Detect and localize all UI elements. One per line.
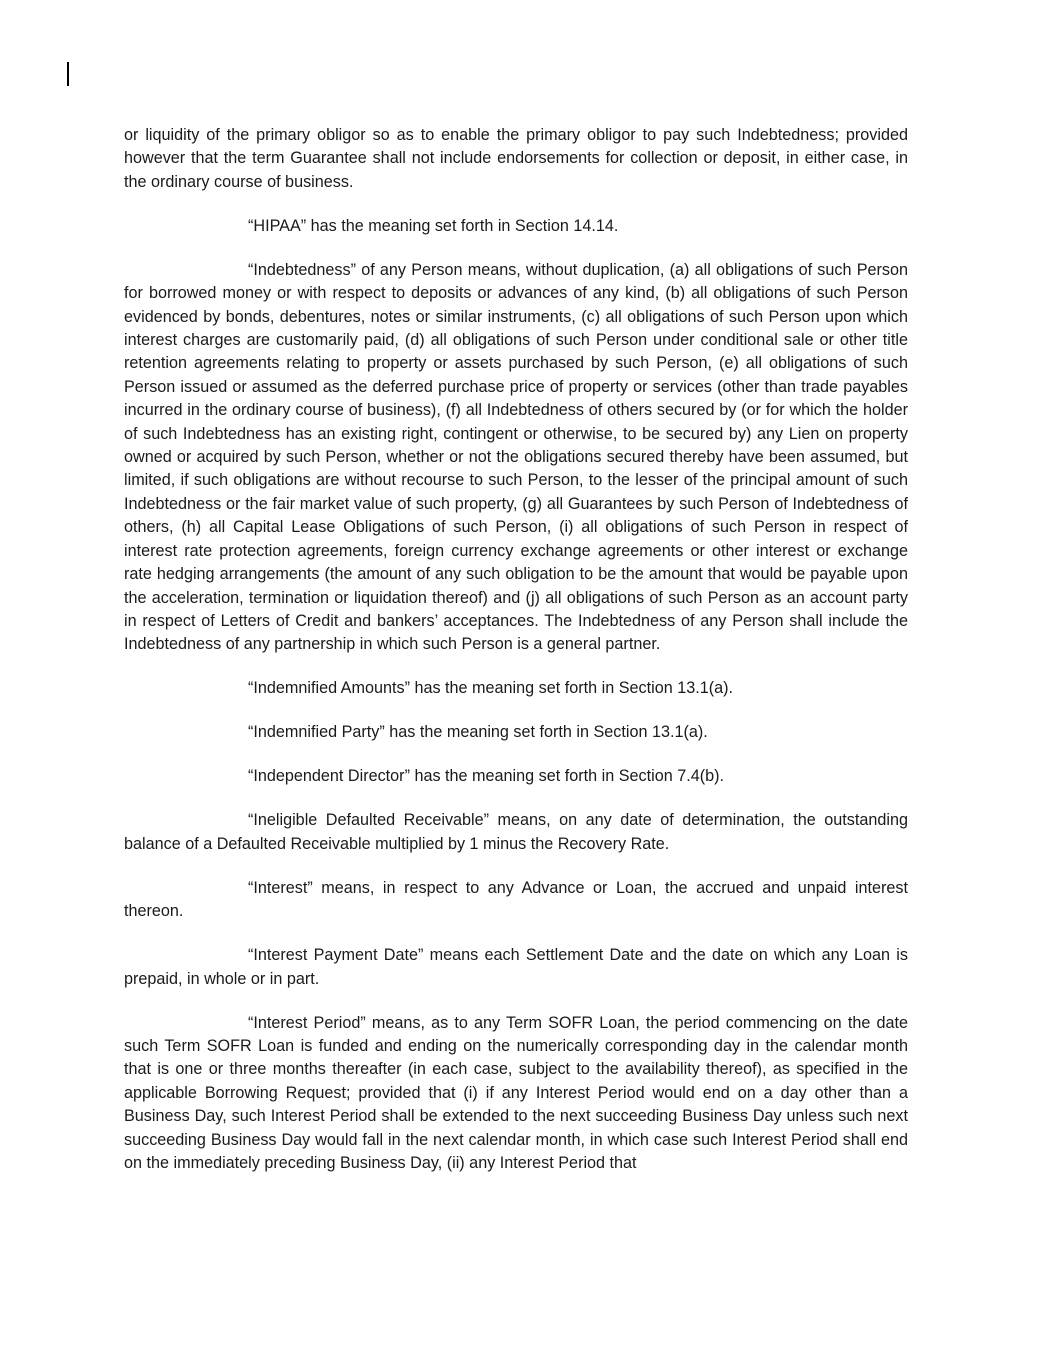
- definition-paragraph-interest-period: “Interest Period” means, as to any Term SOFR Loan, the period commencing on the date such Term SOFR Loan is funded and ending on the numerically corresponding day in the calendar month that is one or three months thereafter (in each case, subject to the availability thereof), as specified in the applicable Borrowing Request; provided that (i) if any Interest Period would end on a day other than a Business Day, such Interest Period shall be extended to the next succeeding Business Day unless such next succeeding Business Day would fall in the next calendar month, in which case such Interest Period shall end on the immediately preceding Business Day, (ii) any Interest Period that: [124, 1013, 908, 1172]
- definition-paragraph-indemnified-party: “Indemnified Party” has the meaning set forth in Section 13.1(a).: [248, 723, 708, 742]
- revision-change-bar: [67, 62, 69, 86]
- definition-paragraph-ineligible-defaulted-receivable: “Ineligible Defaulted Receivable” means, on any date of determination, the outstanding balance of a Defaulted Receivable multiplied by 1 minus the Recovery Rate.: [124, 811, 908, 853]
- document-page: [124, 124, 908, 1175]
- definition-paragraph-interest-payment-date: “Interest Payment Date” means each Settlement Date and the date on which any Loan is prepaid, in whole or in part.: [124, 946, 908, 988]
- definition-paragraph-indebtedness: “Indebtedness” of any Person means, without duplication, (a) all obligations of such Person for borrowed money or with respect to deposits or advances of any kind, (b) all obligations of such Person evidenced by bonds, debentures, notes or similar instruments, (c) all obligations of such Person upon which interest charges are customarily paid, (d) all obligations of such Person under conditional sale or other title retention agreements relating to property or assets purchased by such Person, (e) all obligations of such Person issued or assumed as the deferred purchase price of property or services (other than trade payables incurred in the ordinary course of business), (f) all Indebtedness of others secured by (or for which the holder of such Indebtedness has an existing right, contingent or otherwise, to be secured by) any Lien on property owned or acquired by such Person, whether or not the obligations secured thereby have been assumed, but limited, if such obligations are without recourse to such Person, to the lesser of the principal amount of such Indebtedness or the fair market value of such property, (g) all Guarantees by such Person of Indebtedness of others, (h) all Capital Lease Obligations of such Person, (i) all obligations of such Person in respect of interest rate protection agreements, foreign currency exchange agreements or other interest or exchange rate hedging arrangements (the amount of any such obligation to be the amount that would be payable upon the acceleration, termination or liquidation thereof) and (j) all obligations of such Person as an account party in respect of Letters of Credit and bankers’ acceptances. The Indebtedness of any Person shall include the Indebtedness of any partnership in which such Person is a general partner.: [124, 260, 908, 654]
- definition-paragraph-indemnified-amounts: “Indemnified Amounts” has the meaning set forth in Section 13.1(a).: [248, 679, 733, 698]
- definition-paragraph-guarantee-continued: or liquidity of the primary obligor so as to enable the primary obligor to pay such Indebtedness; provided however that the term Guarantee shall not include endorsements for collection or deposit, in either case, in the ordinary course of business.: [124, 126, 908, 191]
- definition-paragraph-interest: “Interest” means, in respect to any Advance or Loan, the accrued and unpaid interest thereon.: [124, 878, 908, 921]
- definition-paragraph-independent-director: “Independent Director” has the meaning set forth in Section 7.4(b).: [248, 767, 724, 786]
- definition-paragraph-hipaa: “HIPAA” has the meaning set forth in Section 14.14.: [248, 216, 619, 235]
